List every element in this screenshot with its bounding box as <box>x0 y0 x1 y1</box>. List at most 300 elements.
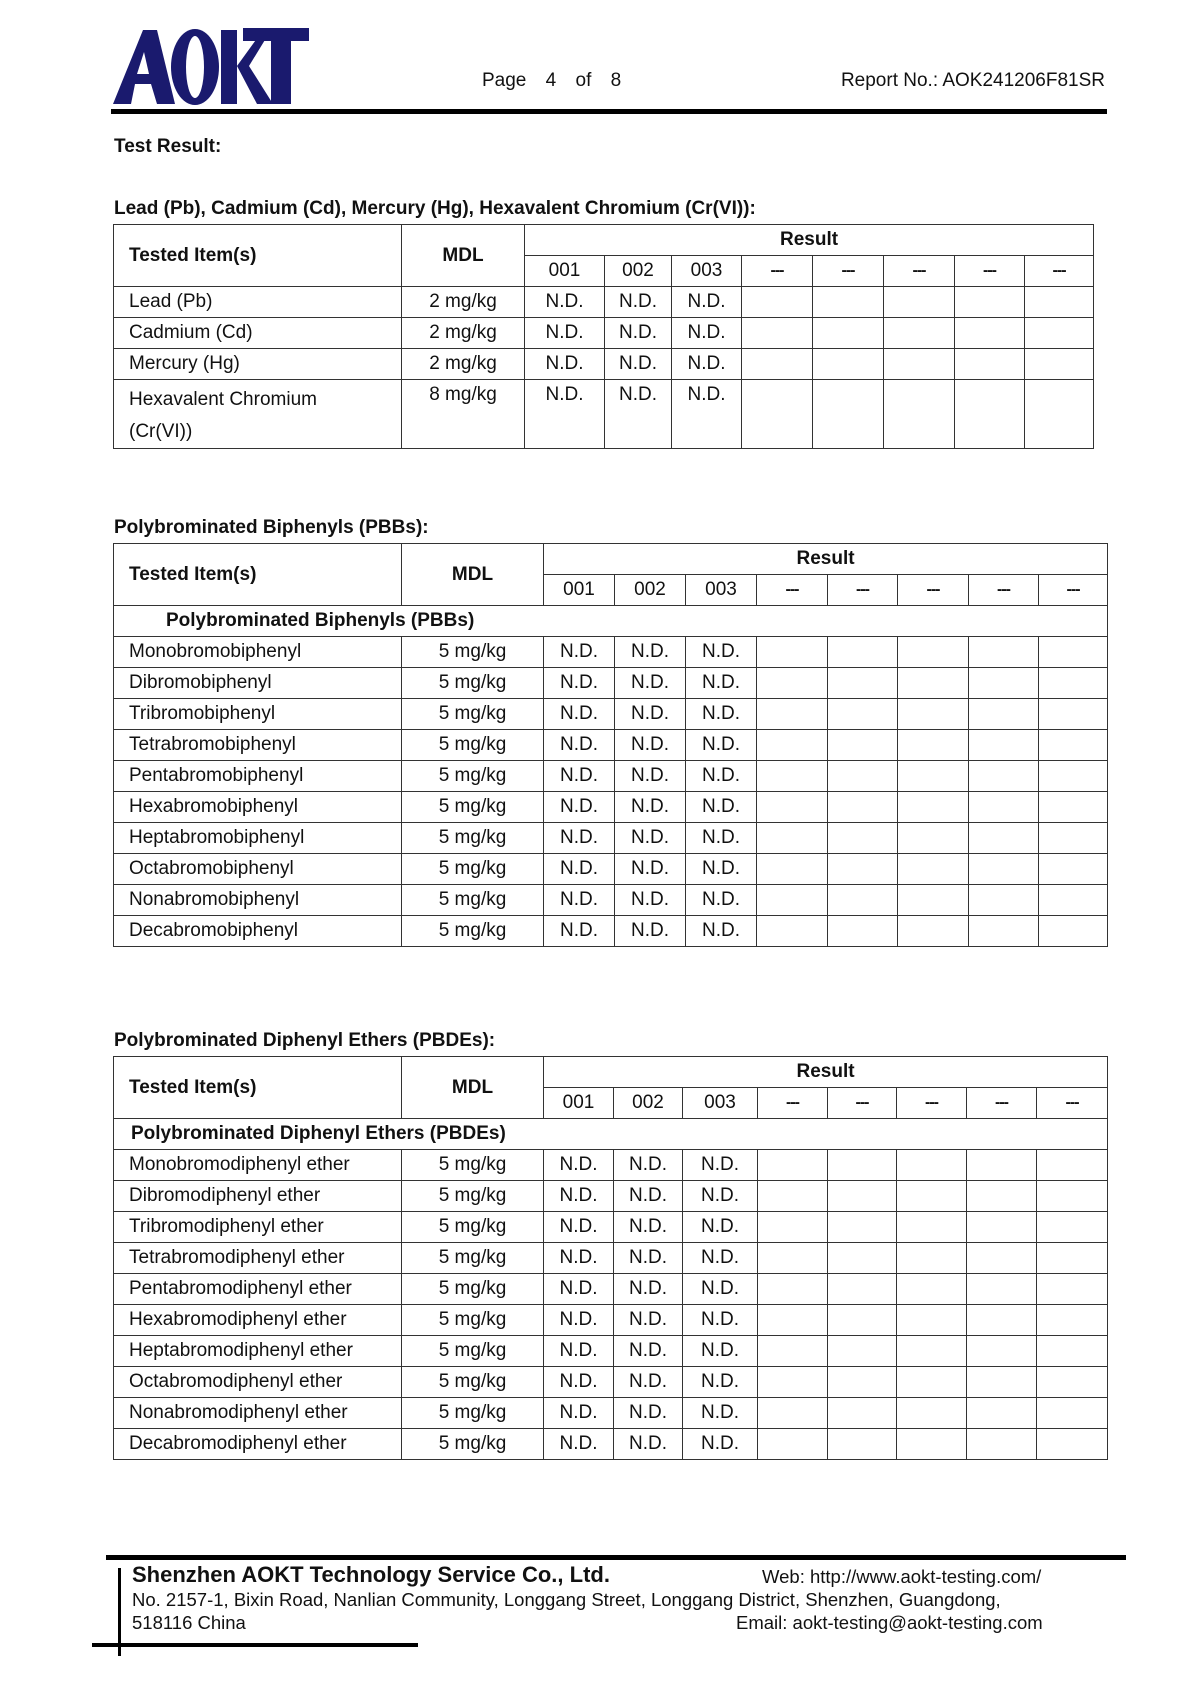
result-cell: N.D. <box>614 1212 683 1243</box>
result-cell <box>742 349 813 380</box>
result-cell: N.D. <box>614 1398 683 1429</box>
table-row <box>114 1274 1108 1305</box>
table-row <box>114 349 1094 380</box>
item-name: Tetrabromodiphenyl ether <box>114 1243 402 1274</box>
sample-header: --- <box>1039 575 1108 606</box>
result-cell <box>969 916 1039 947</box>
pbdes-title: Polybrominated Diphenyl Ethers (PBDEs): <box>114 1030 496 1051</box>
result-cell: N.D. <box>686 792 757 823</box>
result-cell <box>757 885 828 916</box>
sample-header: --- <box>742 256 813 287</box>
table-row <box>114 792 1108 823</box>
page-label: Page <box>482 70 527 91</box>
col-header-result: Result <box>525 225 1094 256</box>
mdl-value: 5 mg/kg <box>402 823 544 854</box>
result-cell: N.D. <box>686 916 757 947</box>
heavy-metals-table <box>113 224 1094 449</box>
result-cell <box>967 1150 1037 1181</box>
table-row <box>114 1305 1108 1336</box>
table-row <box>114 761 1108 792</box>
result-cell <box>897 1367 967 1398</box>
result-cell <box>969 637 1039 668</box>
item-name: Octabromodiphenyl ether <box>114 1367 402 1398</box>
table-row <box>114 823 1108 854</box>
result-cell <box>758 1305 828 1336</box>
result-cell: N.D. <box>683 1398 758 1429</box>
item-name: Decabromobiphenyl <box>114 916 402 947</box>
result-cell: N.D. <box>525 318 605 349</box>
footer-divider <box>106 1555 1126 1560</box>
result-cell <box>828 1336 897 1367</box>
sample-header: 003 <box>683 1088 758 1119</box>
result-cell: N.D. <box>615 854 686 885</box>
result-cell: N.D. <box>686 699 757 730</box>
sample-header: 003 <box>686 575 757 606</box>
result-cell <box>897 1336 967 1367</box>
result-cell <box>884 287 955 318</box>
result-cell <box>813 318 884 349</box>
result-cell: N.D. <box>686 854 757 885</box>
result-cell <box>742 287 813 318</box>
mdl-value: 2 mg/kg <box>402 349 525 380</box>
result-cell <box>967 1305 1037 1336</box>
result-cell: N.D. <box>544 1305 614 1336</box>
mdl-value: 5 mg/kg <box>402 792 544 823</box>
result-cell: N.D. <box>544 668 615 699</box>
result-cell <box>967 1181 1037 1212</box>
result-cell <box>898 885 969 916</box>
result-cell <box>1025 318 1094 349</box>
result-cell: N.D. <box>544 1398 614 1429</box>
result-cell <box>828 854 898 885</box>
sample-header: 001 <box>525 256 605 287</box>
item-name: Monobromodiphenyl ether <box>114 1150 402 1181</box>
result-cell <box>828 1367 897 1398</box>
result-cell <box>1037 1150 1108 1181</box>
table-row <box>114 637 1108 668</box>
result-cell <box>967 1274 1037 1305</box>
result-cell <box>1037 1429 1108 1460</box>
pbbs-title: Polybrominated Biphenyls (PBBs): <box>114 517 429 538</box>
table-row <box>114 699 1108 730</box>
heavy-metals-title: Lead (Pb), Cadmium (Cd), Mercury (Hg), Hexavalent Chromium (Cr(VI)): <box>114 198 756 219</box>
result-cell: N.D. <box>615 730 686 761</box>
result-cell <box>828 1243 897 1274</box>
table-row <box>114 318 1094 349</box>
result-cell: N.D. <box>525 349 605 380</box>
sample-header: --- <box>828 575 898 606</box>
footer-short-rule <box>92 1643 418 1647</box>
sample-header: --- <box>967 1088 1037 1119</box>
mdl-value: 5 mg/kg <box>402 637 544 668</box>
result-cell <box>1037 1243 1108 1274</box>
result-cell <box>897 1274 967 1305</box>
result-cell: N.D. <box>544 1150 614 1181</box>
result-cell: N.D. <box>614 1429 683 1460</box>
result-cell <box>828 1429 897 1460</box>
result-cell <box>967 1212 1037 1243</box>
result-cell <box>758 1274 828 1305</box>
item-name: Tribromodiphenyl ether <box>114 1212 402 1243</box>
result-cell: N.D. <box>615 792 686 823</box>
web-link[interactable]: Web: http://www.aokt-testing.com/ <box>762 1566 1042 1587</box>
result-cell: N.D. <box>544 1212 614 1243</box>
result-cell <box>758 1367 828 1398</box>
result-cell <box>969 823 1039 854</box>
result-cell <box>828 1398 897 1429</box>
item-name-line2: (Cr(VI)) <box>129 421 193 442</box>
result-cell <box>828 1274 897 1305</box>
mdl-value: 5 mg/kg <box>402 761 544 792</box>
table-row <box>114 1212 1108 1243</box>
result-cell <box>758 1212 828 1243</box>
result-cell <box>1039 792 1108 823</box>
page-indicator <box>482 70 635 92</box>
item-name: Dibromobiphenyl <box>114 668 402 699</box>
result-cell: N.D. <box>544 699 615 730</box>
result-cell <box>828 916 898 947</box>
result-cell <box>1039 761 1108 792</box>
result-cell <box>828 1212 897 1243</box>
result-cell <box>967 1398 1037 1429</box>
result-cell <box>969 761 1039 792</box>
result-cell: N.D. <box>683 1212 758 1243</box>
mdl-value: 5 mg/kg <box>402 699 544 730</box>
item-name: Dibromodiphenyl ether <box>114 1181 402 1212</box>
result-cell: N.D. <box>683 1429 758 1460</box>
result-cell: N.D. <box>544 1274 614 1305</box>
group-row: Polybrominated Biphenyls (PBBs) <box>114 606 1108 637</box>
mdl-value: 5 mg/kg <box>402 1243 544 1274</box>
item-name: Mercury (Hg) <box>114 349 402 380</box>
table-row <box>114 287 1094 318</box>
result-cell: N.D. <box>544 637 615 668</box>
table-row <box>114 730 1108 761</box>
result-cell <box>969 854 1039 885</box>
result-cell <box>955 318 1025 349</box>
item-name <box>114 380 402 449</box>
item-name: Tetrabromobiphenyl <box>114 730 402 761</box>
result-cell: N.D. <box>683 1181 758 1212</box>
result-cell <box>969 792 1039 823</box>
result-cell: N.D. <box>544 1243 614 1274</box>
result-cell <box>1037 1336 1108 1367</box>
mdl-value: 5 mg/kg <box>402 1181 544 1212</box>
sample-header: --- <box>1037 1088 1108 1119</box>
result-cell <box>828 1305 897 1336</box>
result-cell <box>1039 823 1108 854</box>
pbdes-rows <box>114 1150 1108 1460</box>
result-cell <box>967 1429 1037 1460</box>
sample-header: --- <box>955 256 1025 287</box>
table-row <box>114 1398 1108 1429</box>
result-cell: N.D. <box>683 1367 758 1398</box>
result-cell <box>969 699 1039 730</box>
table-row <box>114 854 1108 885</box>
result-cell <box>1037 1367 1108 1398</box>
result-cell <box>898 854 969 885</box>
result-cell <box>742 380 813 449</box>
result-cell <box>1039 730 1108 761</box>
mdl-value: 5 mg/kg <box>402 1367 544 1398</box>
result-cell: N.D. <box>544 1336 614 1367</box>
mdl-value: 2 mg/kg <box>402 287 525 318</box>
sample-header: --- <box>828 1088 897 1119</box>
mdl-value: 5 mg/kg <box>402 916 544 947</box>
result-cell <box>757 761 828 792</box>
result-cell: N.D. <box>614 1181 683 1212</box>
result-cell <box>828 761 898 792</box>
item-name: Heptabromodiphenyl ether <box>114 1336 402 1367</box>
item-name: Octabromobiphenyl <box>114 854 402 885</box>
result-cell <box>898 637 969 668</box>
table-row <box>114 668 1108 699</box>
result-cell: N.D. <box>614 1367 683 1398</box>
mdl-value: 5 mg/kg <box>402 1429 544 1460</box>
result-cell: N.D. <box>683 1243 758 1274</box>
page-title: Test Result: <box>114 136 222 157</box>
result-cell: N.D. <box>544 1181 614 1212</box>
result-cell: N.D. <box>672 349 742 380</box>
company-zip: 518116 China <box>132 1612 246 1633</box>
company-address: No. 2157-1, Bixin Road, Nanlian Community, Longgang Street, Longgang District, Shenzhen, Guangdong, <box>132 1589 1001 1610</box>
result-cell: N.D. <box>525 380 605 449</box>
result-cell <box>884 318 955 349</box>
table-row <box>114 916 1108 947</box>
result-cell <box>897 1150 967 1181</box>
result-cell: N.D. <box>683 1274 758 1305</box>
result-cell <box>813 287 884 318</box>
mdl-value: 5 mg/kg <box>402 885 544 916</box>
result-cell <box>898 916 969 947</box>
result-cell <box>757 792 828 823</box>
result-cell: N.D. <box>615 637 686 668</box>
col-header-item: Tested Item(s) <box>114 225 402 287</box>
result-cell: N.D. <box>544 730 615 761</box>
item-name: Hexabromodiphenyl ether <box>114 1305 402 1336</box>
item-name: Pentabromodiphenyl ether <box>114 1274 402 1305</box>
result-cell <box>758 1243 828 1274</box>
result-cell <box>758 1336 828 1367</box>
result-cell: N.D. <box>686 761 757 792</box>
result-cell: N.D. <box>686 668 757 699</box>
table-row <box>114 1181 1108 1212</box>
item-name-line1: Hexavalent Chromium <box>129 389 317 410</box>
result-cell: N.D. <box>672 318 742 349</box>
aokt-logo <box>113 26 309 106</box>
result-cell: N.D. <box>525 287 605 318</box>
sample-header: 002 <box>615 575 686 606</box>
result-cell <box>1039 668 1108 699</box>
item-name: Decabromodiphenyl ether <box>114 1429 402 1460</box>
col-header-item: Tested Item(s) <box>114 1057 402 1119</box>
result-cell <box>757 916 828 947</box>
email-link[interactable]: Email: aokt-testing@aokt-testing.com <box>736 1612 1043 1633</box>
col-header-mdl: MDL <box>402 1057 544 1119</box>
sample-header: 002 <box>614 1088 683 1119</box>
result-cell: N.D. <box>605 349 672 380</box>
result-cell <box>758 1181 828 1212</box>
col-header-result: Result <box>544 1057 1108 1088</box>
result-cell: N.D. <box>615 823 686 854</box>
result-cell: N.D. <box>544 1429 614 1460</box>
result-cell: N.D. <box>615 668 686 699</box>
result-cell <box>897 1305 967 1336</box>
result-cell: N.D. <box>672 380 742 449</box>
result-cell <box>1025 349 1094 380</box>
mdl-value: 2 mg/kg <box>402 318 525 349</box>
result-cell <box>898 761 969 792</box>
result-cell: N.D. <box>614 1305 683 1336</box>
result-cell: N.D. <box>544 761 615 792</box>
result-cell <box>1039 916 1108 947</box>
sample-header: --- <box>884 256 955 287</box>
result-cell <box>758 1398 828 1429</box>
result-cell <box>897 1398 967 1429</box>
item-name: Lead (Pb) <box>114 287 402 318</box>
mdl-value: 5 mg/kg <box>402 854 544 885</box>
result-cell <box>897 1181 967 1212</box>
sample-header: --- <box>898 575 969 606</box>
company-name: Shenzhen AOKT Technology Service Co., Ltd. <box>132 1562 610 1587</box>
result-cell <box>1037 1398 1108 1429</box>
result-cell: N.D. <box>544 792 615 823</box>
result-cell: N.D. <box>683 1150 758 1181</box>
mdl-value: 5 mg/kg <box>402 1212 544 1243</box>
result-cell: N.D. <box>544 885 615 916</box>
result-cell <box>758 1429 828 1460</box>
result-cell <box>898 668 969 699</box>
result-cell <box>1039 637 1108 668</box>
sample-header: --- <box>897 1088 967 1119</box>
result-cell <box>897 1212 967 1243</box>
result-cell <box>897 1243 967 1274</box>
result-cell <box>898 792 969 823</box>
result-cell: N.D. <box>615 761 686 792</box>
result-cell: N.D. <box>686 823 757 854</box>
result-cell <box>969 668 1039 699</box>
result-cell <box>1025 287 1094 318</box>
item-name: Nonabromobiphenyl <box>114 885 402 916</box>
report-number: Report No.: AOK241206F81SR <box>840 70 1105 91</box>
table-row <box>114 380 1094 449</box>
result-cell <box>742 318 813 349</box>
table-row <box>114 1150 1108 1181</box>
sample-header: --- <box>969 575 1039 606</box>
result-cell <box>813 380 884 449</box>
result-cell <box>828 823 898 854</box>
sample-header: 001 <box>544 1088 614 1119</box>
result-cell <box>898 823 969 854</box>
item-name: Hexabromobiphenyl <box>114 792 402 823</box>
result-cell: N.D. <box>683 1305 758 1336</box>
group-row: Polybrominated Diphenyl Ethers (PBDEs) <box>114 1119 1108 1150</box>
mdl-value: 5 mg/kg <box>402 730 544 761</box>
mdl-value: 5 mg/kg <box>402 1398 544 1429</box>
sample-header: 002 <box>605 256 672 287</box>
result-cell <box>828 792 898 823</box>
result-cell: N.D. <box>605 287 672 318</box>
item-name: Tribromobiphenyl <box>114 699 402 730</box>
mdl-value: 8 mg/kg <box>402 380 525 449</box>
result-cell: N.D. <box>615 916 686 947</box>
result-cell: N.D. <box>683 1336 758 1367</box>
result-cell: N.D. <box>544 854 615 885</box>
sample-header: --- <box>758 1088 828 1119</box>
result-cell: N.D. <box>672 287 742 318</box>
result-cell <box>757 668 828 699</box>
result-cell <box>757 637 828 668</box>
result-cell: N.D. <box>544 916 615 947</box>
table-row <box>114 1429 1108 1460</box>
result-cell <box>1039 854 1108 885</box>
table-row <box>114 1336 1108 1367</box>
result-cell: N.D. <box>614 1336 683 1367</box>
result-cell <box>828 699 898 730</box>
result-cell <box>969 885 1039 916</box>
result-cell <box>1025 380 1094 449</box>
result-cell <box>757 699 828 730</box>
result-cell <box>757 730 828 761</box>
page-total: 8 <box>610 70 622 91</box>
col-header-result: Result <box>544 544 1108 575</box>
table-row <box>114 885 1108 916</box>
sample-header: --- <box>813 256 884 287</box>
result-cell: N.D. <box>686 885 757 916</box>
result-cell: N.D. <box>544 1367 614 1398</box>
item-name: Nonabromodiphenyl ether <box>114 1398 402 1429</box>
result-cell <box>897 1429 967 1460</box>
result-cell: N.D. <box>614 1274 683 1305</box>
result-cell: N.D. <box>615 885 686 916</box>
result-cell <box>1037 1212 1108 1243</box>
result-cell <box>828 668 898 699</box>
result-cell <box>969 730 1039 761</box>
result-cell <box>884 380 955 449</box>
mdl-value: 5 mg/kg <box>402 1336 544 1367</box>
result-cell <box>898 730 969 761</box>
result-cell <box>967 1243 1037 1274</box>
pbdes-table <box>113 1056 1108 1460</box>
result-cell <box>757 854 828 885</box>
header-divider <box>111 109 1107 114</box>
result-cell: N.D. <box>615 699 686 730</box>
sample-header: --- <box>757 575 828 606</box>
item-name: Monobromobiphenyl <box>114 637 402 668</box>
table-row <box>114 1243 1108 1274</box>
mdl-value: 5 mg/kg <box>402 1150 544 1181</box>
result-cell <box>955 349 1025 380</box>
page-of: of <box>575 70 592 91</box>
result-cell <box>1037 1305 1108 1336</box>
result-cell <box>828 1181 897 1212</box>
result-cell: N.D. <box>605 380 672 449</box>
result-cell <box>884 349 955 380</box>
item-name: Heptabromobiphenyl <box>114 823 402 854</box>
mdl-value: 5 mg/kg <box>402 1305 544 1336</box>
result-cell: N.D. <box>686 637 757 668</box>
result-cell <box>828 730 898 761</box>
result-cell: N.D. <box>605 318 672 349</box>
col-header-mdl: MDL <box>402 225 525 287</box>
result-cell <box>1037 1181 1108 1212</box>
result-cell <box>758 1150 828 1181</box>
sample-header: --- <box>1025 256 1094 287</box>
result-cell <box>828 885 898 916</box>
table-row <box>114 1367 1108 1398</box>
result-cell <box>1037 1274 1108 1305</box>
result-cell <box>1039 885 1108 916</box>
